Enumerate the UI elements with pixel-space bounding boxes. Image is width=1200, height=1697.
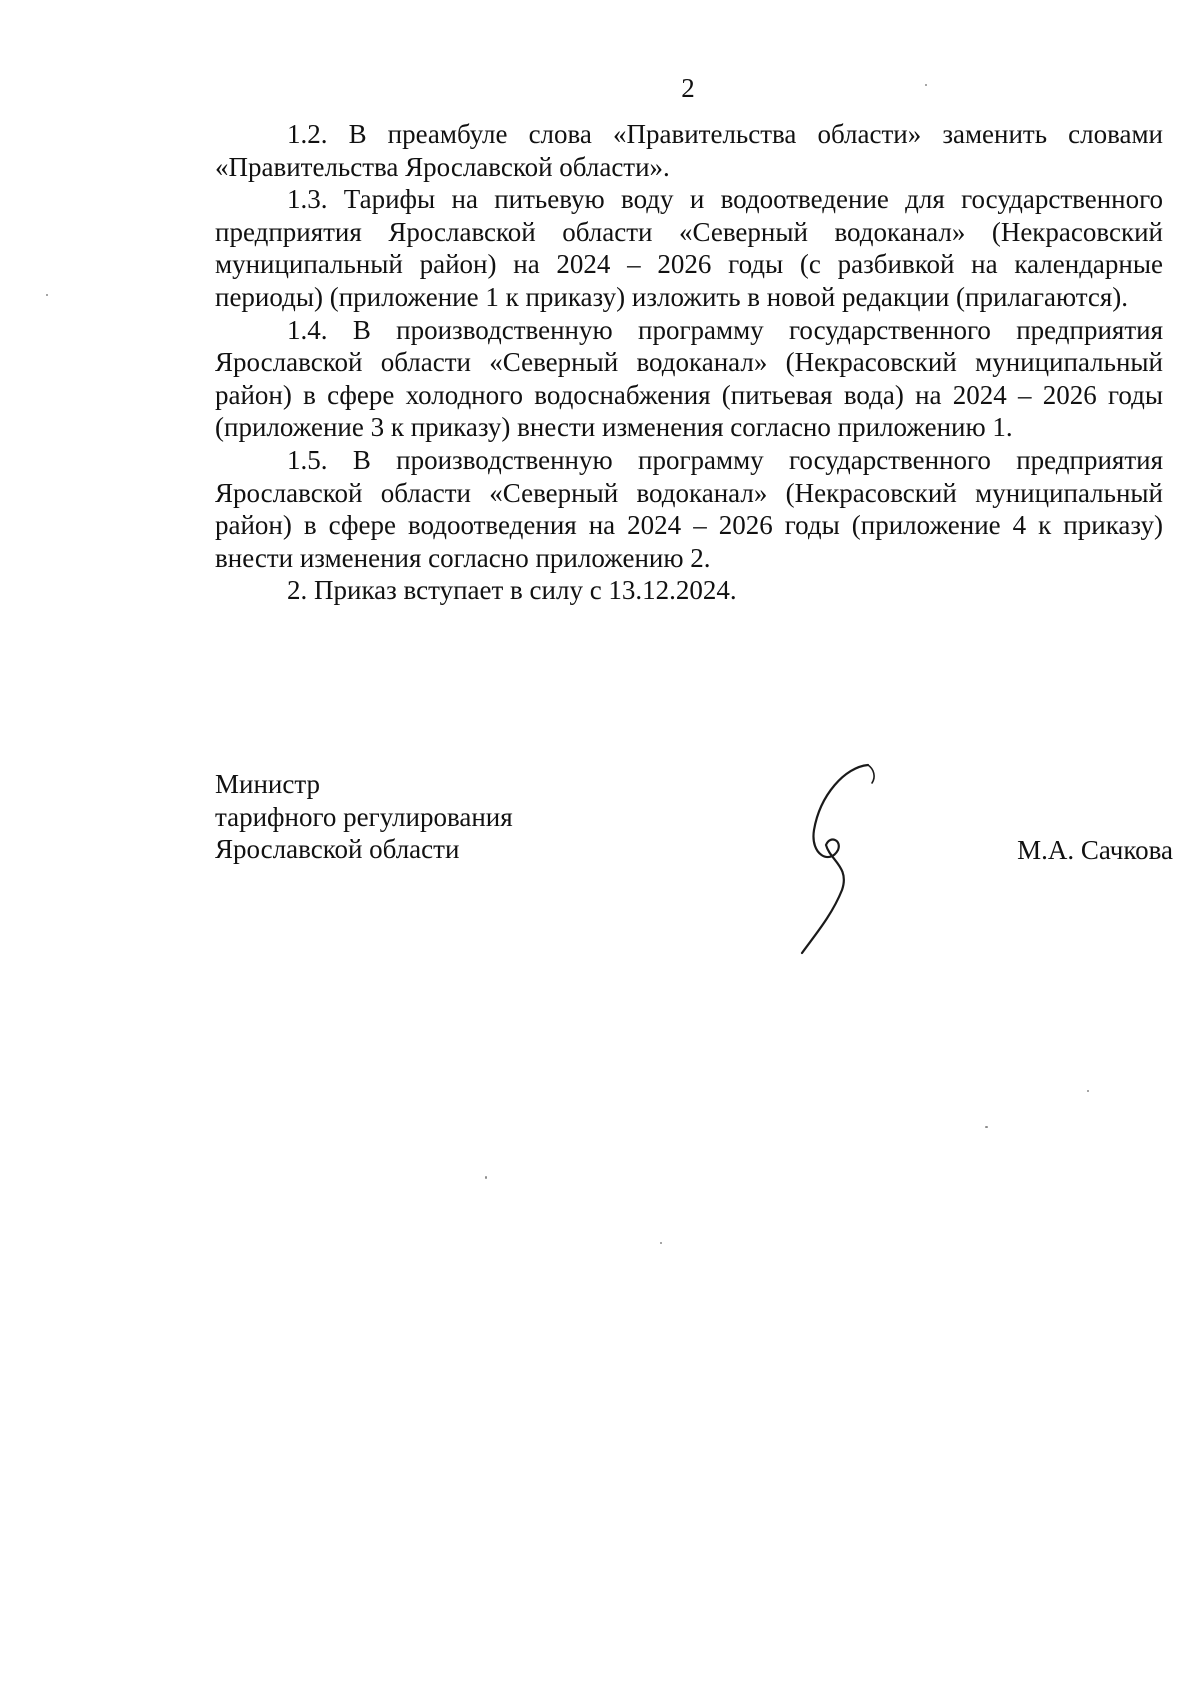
- signer-position-line: Ярославской области: [215, 834, 460, 865]
- scan-speck: [985, 1126, 988, 1128]
- paragraph-1-5: 1.5. В производственную программу государственного предприятия Ярославской области «Северный водоканал» (Некрасовский муниципальный район) в сфере водоотведения на 2024 – 2026 годы (приложение 4 к приказу) внести изменения согласно приложению 2.: [215, 444, 1163, 573]
- signer-position-line: тарифного регулирования: [215, 801, 513, 832]
- paragraph-1-4: 1.4. В производственную программу государственного предприятия Ярославской области «Северный водоканал» (Некрасовский муниципальный район) в сфере холодного водоснабжения (питьевая вода) на 2024 – 2026 годы (приложение 3 к приказу) внести изменения согласно приложению 1.: [215, 314, 1163, 443]
- document-body: [215, 118, 1163, 607]
- signer-position: [215, 768, 513, 866]
- scan-speck: [46, 294, 48, 296]
- scan-speck: [485, 1176, 487, 1179]
- scan-speck: [925, 84, 927, 86]
- paragraph-1-2: 1.2. В преамбуле слова «Правительства области» заменить словами «Правительства Ярославской области».: [215, 119, 1163, 182]
- paragraph-2: 2. Приказ вступает в силу с 13.12.2024.: [287, 575, 737, 606]
- scan-speck: [1087, 1090, 1089, 1092]
- signer-position-line: Министр: [215, 769, 320, 799]
- signer-name: М.А. Сачкова: [1017, 835, 1173, 865]
- paragraph-1-3: 1.3. Тарифы на питьевую воду и водоотведение для государственного предприятия Ярославской области «Северный водоканал» (Некрасовский муниципальный район) на 2024 – 2026 годы (с разбивкой на календарные периоды) (приложение 1 к приказу) изложить в новой редакции (прилагаются).: [215, 184, 1163, 312]
- page-number: 2: [681, 73, 695, 103]
- scan-speck: [660, 1242, 662, 1244]
- handwritten-signature: [790, 755, 900, 955]
